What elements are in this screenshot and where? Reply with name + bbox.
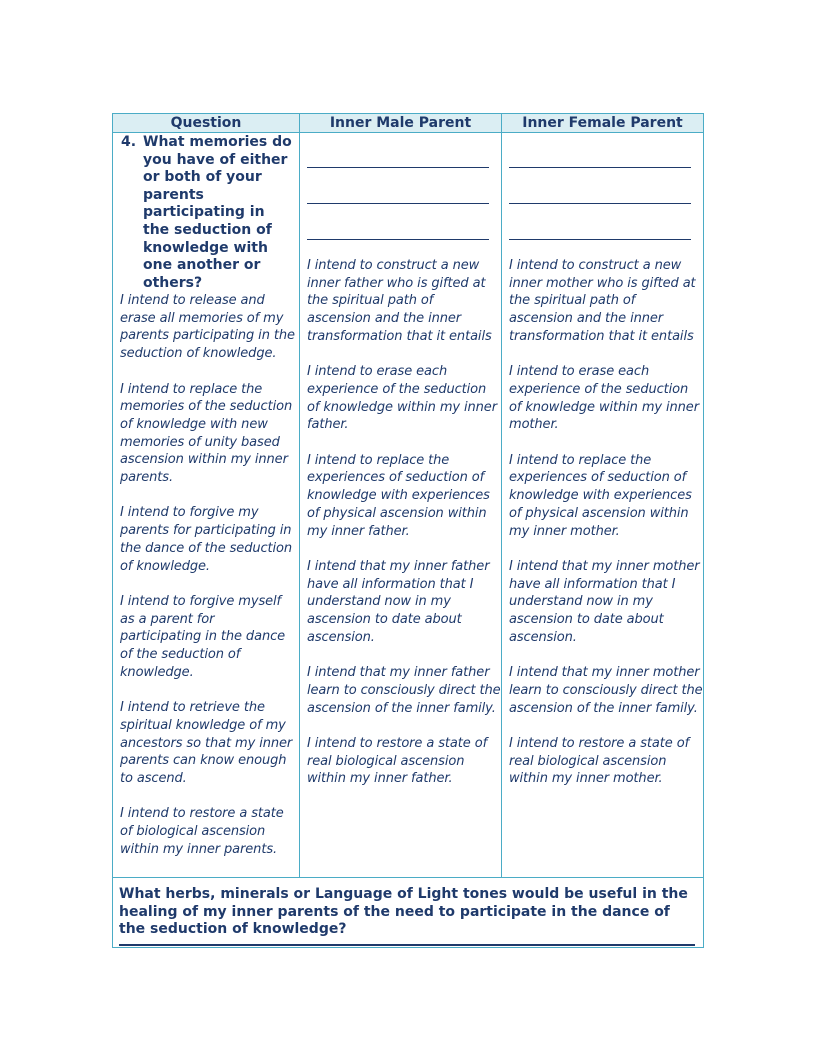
answer-blank <box>509 203 691 204</box>
intention-text: I intend that my inner father learn to consciously direct the ascension of the inner family. <box>307 665 501 716</box>
question-text: What memories do you have of either or both of your parents participating in the seduction of knowledge with one another or others? <box>143 134 292 291</box>
intention-text: I intend that my inner mother have all information that I understand now in my ascension to date about ascension. <box>509 558 700 645</box>
question-intentions <box>120 292 298 876</box>
worksheet-table <box>112 113 704 948</box>
header-inner-male-parent: Inner Male Parent <box>300 114 501 133</box>
footer-question: What herbs, minerals or Language of Light tones would be useful in the healing of my inner parents of the need to participate in the dance of the seduction of knowledge? <box>119 886 688 938</box>
answer-blank <box>509 239 691 240</box>
question-number: 4. <box>121 134 137 150</box>
inner-female-cell <box>502 134 703 876</box>
header-inner-female-parent: Inner Female Parent <box>502 114 703 133</box>
answer-blank <box>307 239 489 240</box>
intention-text: I intend to retrieve the spiritual knowledge of my ancestors so that my inner parents can know enough to ascend. <box>120 700 293 786</box>
footer-answer-line <box>119 944 695 946</box>
intention-text: I intend to replace the experiences of seduction of knowledge with experiences of physical ascension within my inner father. <box>307 452 490 539</box>
intention-text: I intend to erase each experience of the seduction of knowledge within my inner father. <box>307 364 497 433</box>
intention-text: I intend to restore a state of real biological ascension within my inner father. <box>307 735 488 787</box>
inner-male-cell <box>300 134 501 876</box>
intention-text: I intend to forgive myself as a parent for participating in the dance of the seduction of knowledge. <box>120 593 286 680</box>
intention-text: I intend to construct a new inner mother who is gifted at the spiritual path of ascension and the inner transformation that it entails <box>509 258 696 344</box>
answer-blank <box>509 167 691 168</box>
female-intentions <box>509 257 703 806</box>
intention-text: I intend to release and erase all memories of my parents participating in the seduction of knowledge. <box>120 293 295 362</box>
intention-text: I intend to restore a state of biological ascension within my inner parents. <box>120 806 284 857</box>
intention-text: I intend to restore a state of real biological ascension within my inner mother. <box>509 735 690 787</box>
row-divider <box>113 877 703 878</box>
intention-text: I intend that my inner father have all information that I understand now in my ascension to date about ascension. <box>307 558 490 645</box>
question-cell <box>113 134 299 876</box>
intention-text: I intend to replace the experiences of seduction of knowledge with experiences of physical ascension within my inner mother. <box>509 452 692 539</box>
intention-text: I intend to forgive my parents for participating in the dance of the seduction of knowledge. <box>120 505 293 574</box>
intention-text: I intend to construct a new inner father who is gifted at the spiritual path of ascension and the inner transformation that it entails <box>307 258 492 344</box>
intention-text: I intend to replace the memories of the seduction of knowledge with new memories of unity based ascension within my inner parents. <box>120 381 293 486</box>
header-question: Question <box>113 114 299 133</box>
male-intentions <box>307 257 501 806</box>
answer-blank <box>307 203 489 204</box>
intention-text: I intend that my inner mother learn to consciously direct the ascension of the inner family. <box>509 665 703 716</box>
intention-text: I intend to erase each experience of the seduction of knowledge within my inner mother. <box>509 364 699 433</box>
answer-blank <box>307 167 489 168</box>
